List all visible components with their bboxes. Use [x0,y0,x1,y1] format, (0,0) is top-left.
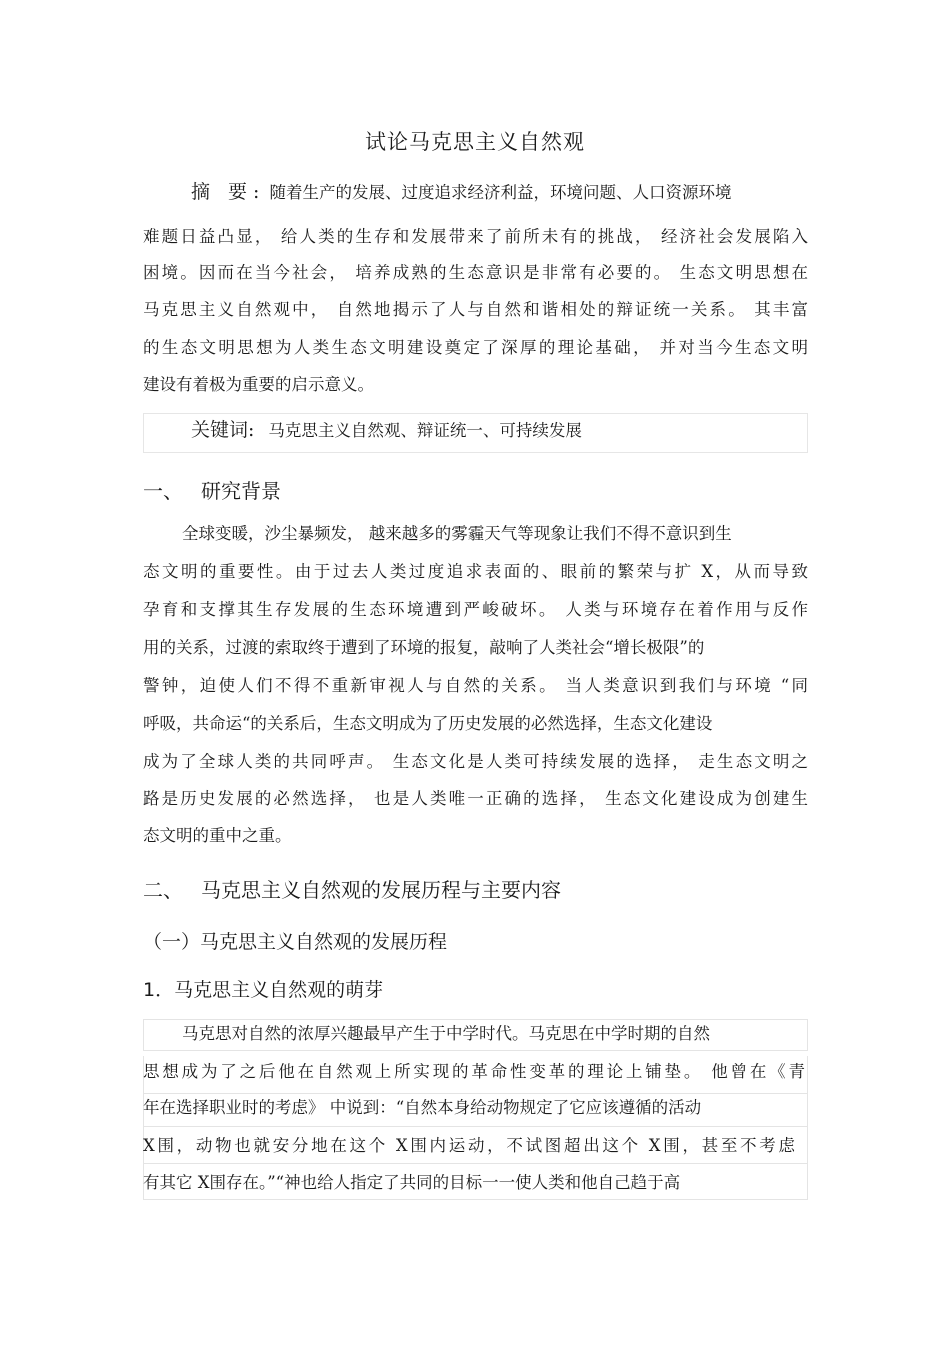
abstract-line-5: 的生态文明思想为人类生态文明建设奠定了深厚的理论基础， 并对当今生态文明 [143,338,808,357]
section-1-line-3: 孕育和支撑其生存发展的生态环境遭到严峻破坏。 人类与环境存在着作用与反作 [143,600,808,619]
section-1-line-6: 呼吸，共命运“的关系后，生态文明成为了历史发展的必然选择，生态文化建设 [143,714,713,733]
subsection-1-1-heading: 1．马克思主义自然观的萌芽 [143,979,384,1001]
section-2-number: 二、 [143,878,183,902]
abstract-line-3: 困境。因而在当今社会， 培养成熟的生态意识是非常有必要的。 生态文明思想在 [143,263,808,282]
section-1-number: 一、 [143,479,183,503]
section-1-line-8: 路是历史发展的必然选择， 也是人类唯一正确的选择， 生态文化建设成为创建生 [143,789,808,808]
page-title: 试论马克思主义自然观 [365,130,585,154]
section-2-title: 马克思主义自然观的发展历程与主要内容 [201,878,561,902]
section-2-line-5: 有其它 X围存在。”“神也给人指定了共同的目标一一使人类和他自己趋于高 [143,1173,681,1192]
section-2-line-2: 思想成为了之后他在自然观上所实现的革命性变革的理论上铺垫。 他曾在《青 [143,1062,805,1081]
section-2-line-3: 年在选择职业时的考虑》 中说到：“自然本身给动物规定了它应该遵循的活动 [143,1098,702,1117]
subsection-1-heading: （一）马克思主义自然观的发展历程 [143,931,448,953]
keywords-line [191,418,791,443]
section-2-line-4: X围，动物也就安分地在这个 X围内运动，不试图超出这个 X围，甚至不考虑 [143,1136,795,1155]
section-1-heading [143,477,281,505]
keywords-label: 关键词: [191,419,255,441]
abstract-line-6: 建设有着极为重要的启示意义。 [143,375,374,394]
section-1-line-2: 态文明的重要性。由于过去人类过度追求表面的、眼前的繁荣与扩 X，从而导致 [143,562,808,581]
keywords-text: 马克思主义自然观、辩证统一、可持续发展 [268,421,582,440]
section-1-line-9: 态文明的重中之重。 [143,826,292,845]
abstract-text: 随着生产的发展、过度追求经济利益，环境问题、人口资源环境 [269,183,732,202]
abstract-line-4: 马克思主义自然观中， 自然地揭示了人与自然和谐相处的辩证统一关系。 其丰富 [143,300,808,319]
section-1-title: 研究背景 [201,479,281,503]
abstract-label: 摘 要: [191,181,266,203]
section-1-line-1: 全球变暖，沙尘暴频发， 越来越多的雾霾天气等现象让我们不得不意识到生 [182,524,732,543]
abstract-line-2: 难题日益凸显， 给人类的生存和发展带来了前所未有的挑战， 经济社会发展陷入 [143,227,808,246]
section-1-line-4: 用的关系，过渡的索取终于遭到了环境的报复，敲响了人类社会“增长极限”的 [143,638,705,657]
section-1-line-5: 警钟，迫使人们不得不重新审视人与自然的关系。 当人类意识到我们与环境 “同 [143,676,808,695]
section-2-heading [143,876,561,904]
section-1-line-7: 成为了全球人类的共同呼声。 生态文化是人类可持续发展的选择， 走生态文明之 [143,752,808,771]
section-2-line-1: 马克思对自然的浓厚兴趣最早产生于中学时代。马克思在中学时期的自然 [182,1024,710,1043]
abstract-line-1 [191,180,808,205]
